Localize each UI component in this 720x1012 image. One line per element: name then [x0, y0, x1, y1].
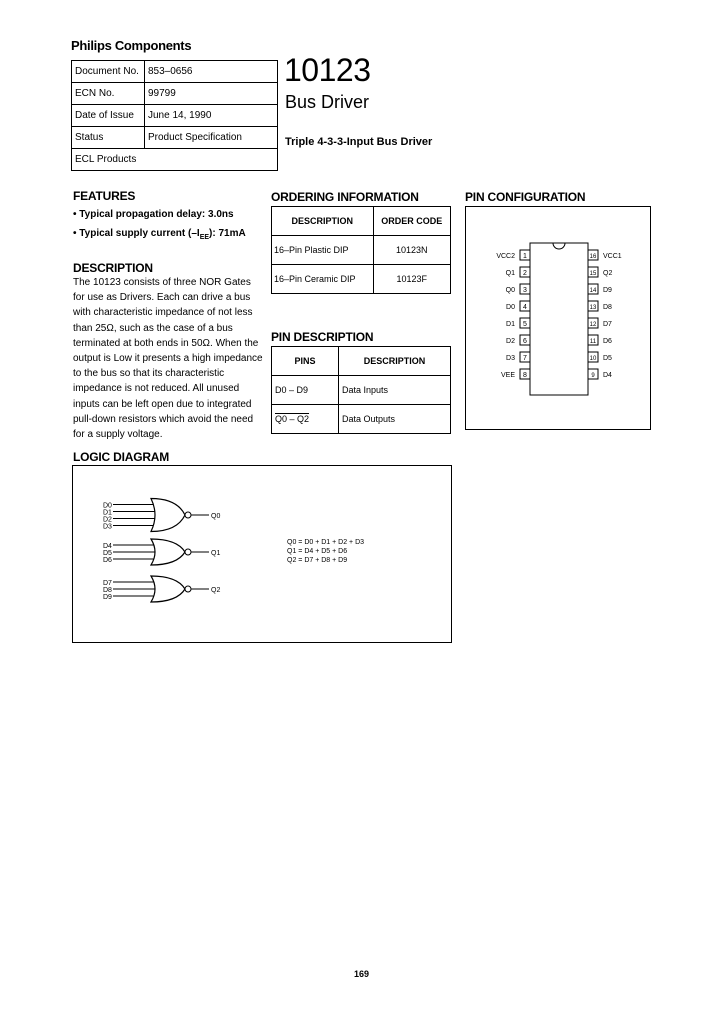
pin-number: 11: [589, 339, 597, 345]
dip-notch: [553, 243, 565, 249]
company-name: Philips Components: [71, 38, 192, 53]
pin-number: 9: [591, 373, 595, 379]
pin-name: VCC2: [496, 253, 515, 260]
pin-number: 14: [589, 288, 597, 294]
input-label: D3: [103, 523, 112, 531]
doc-value: 99799: [145, 83, 278, 105]
input-label: D1: [103, 509, 112, 517]
column-header: DESCRIPTION: [272, 207, 374, 236]
pin-number: 12: [589, 322, 597, 328]
output-label: Q1: [211, 550, 221, 557]
logic-equation: Q0 = D0 + D1 + D2 + D3: [287, 539, 365, 546]
logic-equation: Q1 = D4 + D5 + D6: [287, 548, 348, 555]
input-label: D5: [103, 550, 112, 557]
pin-name: D4: [603, 372, 612, 379]
pin-name: Q2: [603, 270, 613, 277]
nor-gate: [151, 499, 185, 532]
doc-label: Status: [72, 127, 145, 149]
doc-value: June 14, 1990: [145, 105, 278, 127]
pin-name: D2: [506, 338, 515, 345]
input-label: D7: [103, 580, 112, 587]
pin-configuration-box: [465, 206, 651, 430]
column-header: DESCRIPTION: [339, 347, 451, 376]
order-description: 16–Pin Plastic DIP: [272, 236, 374, 265]
column-header: PINS: [272, 347, 339, 376]
pin-name: D1: [506, 321, 515, 328]
pin-description-heading: PIN DESCRIPTION: [271, 330, 374, 344]
pin-name: D5: [603, 355, 612, 362]
feature-text: • Typical supply current (–I: [73, 228, 200, 239]
pin-name: D0: [506, 304, 515, 311]
pin-range: Q0 – Q2: [272, 405, 339, 434]
description-text: The 10123 consists of three NOR Gates for use as Drivers. Each can drive a bus with characteristic impedance of not less than 25Ω, such as the case of a bus terminated at both ends in 50Ω. When the output is Low it presents a high impedance to the bus so that its characteristic impedance is not reduced. All unused inputs can be left open due to integrated pull-down resistors which avoid the need for a supply voltage.: [73, 277, 263, 441]
pin-configuration-heading: PIN CONFIGURATION: [465, 190, 586, 204]
output-label: Q0: [211, 513, 221, 520]
pin-number: 10: [589, 356, 597, 362]
column-header: ORDER CODE: [373, 207, 450, 236]
ordering-table: [271, 206, 451, 294]
order-description: 16–Pin Ceramic DIP: [272, 265, 374, 294]
table-row: [72, 149, 278, 171]
table-row: [272, 265, 451, 294]
pin-number: 5: [523, 321, 527, 328]
pin-name: Q0: [505, 287, 515, 294]
table-row: [72, 105, 278, 127]
pin-name: VCC1: [603, 253, 622, 260]
inversion-bubble: [185, 512, 191, 518]
pin-name: D6: [603, 338, 612, 345]
pin-name: VEE: [500, 372, 515, 379]
pin-number: 4: [523, 304, 527, 311]
pin-number: 3: [523, 287, 527, 294]
inversion-bubble: [185, 586, 191, 592]
table-row: [272, 376, 451, 405]
table-row: [272, 405, 451, 434]
pin-description-table: [271, 346, 451, 434]
feature-item: • Typical propagation delay: 3.0ns: [73, 209, 234, 220]
document-info-table: [71, 60, 278, 171]
pin-function: Data Inputs: [339, 376, 451, 405]
input-label: D0: [103, 502, 112, 510]
product-line: ECL Products: [72, 149, 278, 171]
doc-label: ECN No.: [72, 83, 145, 105]
pin-name: D7: [603, 321, 612, 328]
pin-range: D0 – D9: [272, 376, 339, 405]
pin-function: Data Outputs: [339, 405, 451, 434]
table-header-row: [272, 207, 451, 236]
input-label: D9: [103, 594, 112, 601]
pin-name: D9: [603, 287, 612, 294]
pin-number: 2: [523, 270, 527, 277]
pin-name: D8: [603, 304, 612, 311]
features-heading: FEATURES: [73, 189, 136, 203]
description-heading: DESCRIPTION: [73, 261, 153, 275]
pin-number: 1: [523, 253, 527, 260]
pin-number: 15: [589, 271, 597, 277]
doc-label: Date of Issue: [72, 105, 145, 127]
inversion-bubble: [185, 549, 191, 555]
part-subtitle: Triple 4-3-3-Input Bus Driver: [285, 136, 433, 148]
pin-name: D3: [506, 355, 515, 362]
pin-number: 16: [589, 254, 597, 260]
dip-package-diagram: [466, 207, 652, 431]
ordering-heading: ORDERING INFORMATION: [271, 190, 419, 204]
doc-value: Product Specification: [145, 127, 278, 149]
logic-diagram: [73, 466, 453, 644]
doc-value: 853–0656: [145, 61, 278, 83]
nor-gate: [151, 576, 185, 602]
input-label: D6: [103, 557, 112, 564]
input-label: D8: [103, 587, 112, 594]
page-number: 169: [354, 969, 370, 979]
pin-number: 7: [523, 355, 527, 362]
pin-number: 8: [523, 372, 527, 379]
input-label: D4: [103, 543, 112, 550]
logic-equation: Q2 = D7 + D8 + D9: [287, 557, 348, 564]
part-number: 10123: [284, 52, 371, 88]
order-code: 10123F: [373, 265, 450, 294]
doc-label: Document No.: [72, 61, 145, 83]
feature-subscript: EE: [199, 234, 210, 241]
logic-diagram-heading: LOGIC DIAGRAM: [73, 450, 170, 464]
table-row: [72, 61, 278, 83]
input-label: D2: [103, 516, 112, 524]
feature-text: ): 71mA: [209, 228, 246, 239]
table-header-row: [272, 347, 451, 376]
table-row: [72, 83, 278, 105]
pin-name: Q1: [505, 270, 515, 277]
nor-gate: [151, 539, 185, 565]
output-label: Q2: [211, 587, 221, 594]
order-code: 10123N: [373, 236, 450, 265]
table-row: [72, 127, 278, 149]
part-title: Bus Driver: [285, 92, 370, 112]
pin-number: 13: [589, 305, 597, 311]
table-row: [272, 236, 451, 265]
logic-diagram-box: [72, 465, 452, 643]
pin-number: 6: [523, 338, 527, 345]
feature-item: [73, 228, 246, 241]
dip-body: [530, 243, 588, 395]
